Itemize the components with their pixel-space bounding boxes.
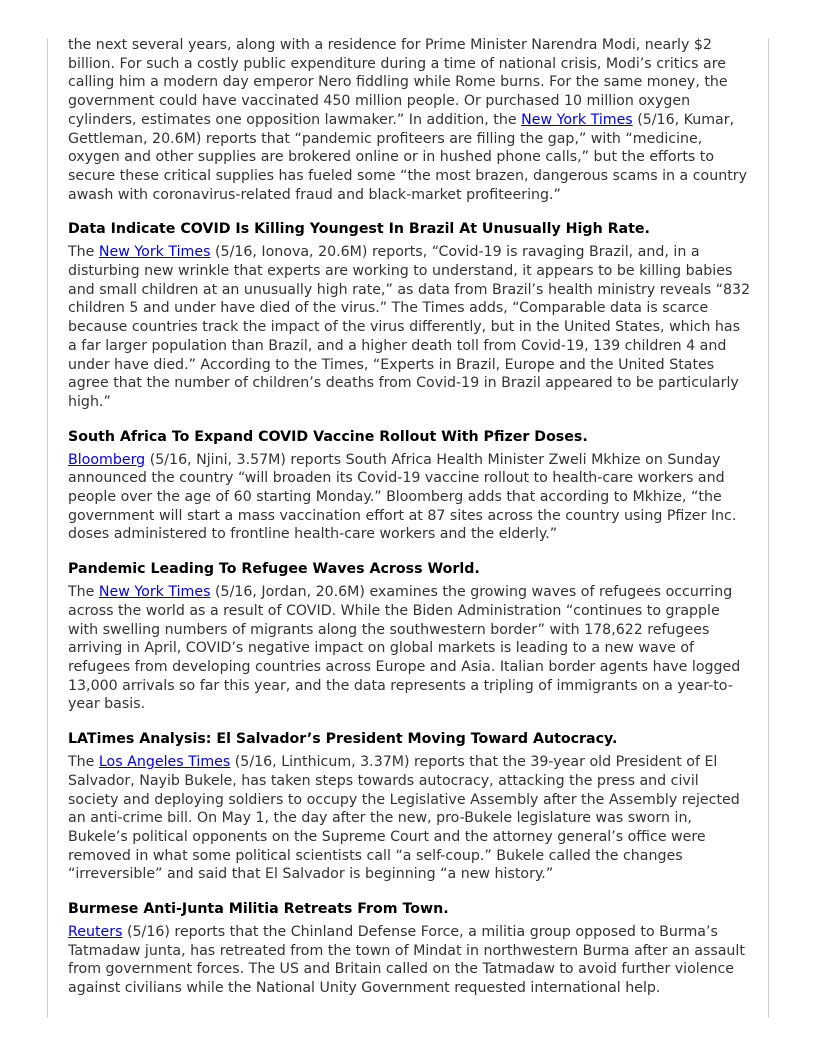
article-text: (5/16, Jordan, 20.6M) examines the growing waves of refugees occurring across the world as a result of COVID. While the Biden Administration “continues to grapple with swelling numbers of migrants along the southwestern border” with 178,622 refugees arriving in April, COVID’s negative impact on global markets is leading to a new wave of refugees from developing countries across Europe and Asia. Italian border agents have logged 13,000 arrivals so far this year, and the data represents a tripling of immigrants on a year-to-year basis. <box>68 584 741 713</box>
article-prefix: The <box>68 244 99 261</box>
left-margin-rule <box>47 38 48 1018</box>
article-refugee-waves <box>68 560 752 714</box>
article-body <box>68 753 752 884</box>
article-headline: South Africa To Expand COVID Vaccine Rollout With Pfizer Doses. <box>68 428 588 445</box>
article-text: (5/16, Ionova, 20.6M) reports, “Covid-19 is ravaging Brazil, and, in a disturbing new wrinkle that experts are working to understand, it appears to be killing babies and small children at an unusually high rate,” as data from Brazil’s health ministry reveals “832 children 5 and under have died of the virus.” The Times adds, “Comparable data is scarce because countries track the impact of the virus differently, but in the United States, which has a far larger population than Brazil, and a higher death toll from Covid-19, 139 children 4 and under have died.” According to the Times, “Experts in Brazil, Europe and the United States agree that the number of children’s deaths from Covid-19 in Brazil appeared to be particularly high.” <box>68 244 751 410</box>
article-south-africa-vaccine <box>68 428 752 545</box>
source-link[interactable]: New York Times <box>98 244 211 261</box>
article-text: (5/16) reports that the Chinland Defense Force, a militia group opposed to Burma’s Tatmadaw junta, has retreated from the town of Mindat in northwestern Burma after an assault from government forces. The US and Britain called on the Tatmadaw to avoid further violence against civilians while the National Unity Government requested international help. <box>68 924 745 997</box>
source-link[interactable]: New York Times <box>98 584 211 601</box>
intro-text-before: the next several years, along with a residence for Prime Minister Narendra Modi, nearly $2 billion. For such a costly public expenditure during a time of national crisis, Modi’s critics are calling him a modern day emperor Nero fiddling while Rome burns. For the same money, the government could have vaccinated 450 million people. Or purchased 10 million oxygen cylinders, estimates one opposition lawmaker.” In addition, the <box>68 37 728 128</box>
article-text: (5/16, Linthicum, 3.37M) reports that the 39-year old President of El Salvador, Nayib Bukele, has taken steps towards autocracy, attacking the press and civil society and deploying soldiers to occupy the Legislative Assembly after the Assembly rejected an anti-crime bill. On May 1, the day after the new, pro-Bukele legislature was sworn in, Bukele’s political opponents on the Supreme Court and the attorney general’s office were removed in what some political scientists call “a self-coup.” Bukele called the changes “irreversible” and said that El Salvador is beginning “a new history.” <box>68 754 740 883</box>
article-prefix: The <box>68 584 99 601</box>
article-body <box>68 583 752 714</box>
article-body <box>68 923 752 998</box>
source-link[interactable]: New York Times <box>521 111 633 128</box>
source-link[interactable]: Bloomberg <box>68 451 146 468</box>
article-burma-militia <box>68 900 752 998</box>
article-headline: Burmese Anti-Junta Militia Retreats From Town. <box>68 901 449 918</box>
article-body <box>68 451 752 545</box>
article-prefix: The <box>68 754 99 771</box>
article-headline: Pandemic Leading To Refugee Waves Across World. <box>68 561 480 578</box>
article-el-salvador <box>68 730 752 884</box>
intro-text-after: (5/16, Kumar, Gettleman, 20.6M) reports that “pandemic profiteers are filling the gap,” with “medicine, oxygen and other supplies are brokered online or in hushed phone calls,” but the efforts to secure these critical supplies has fueled some “the most brazen, dangerous scams in a country awash with coronavirus-related fraud and black-market profiteering.” <box>68 111 747 203</box>
right-margin-rule <box>768 38 769 1018</box>
article-brazil-children <box>68 220 752 411</box>
source-link[interactable]: Los Angeles Times <box>98 754 231 771</box>
article-body <box>68 243 752 411</box>
intro-paragraph <box>68 36 752 204</box>
source-link[interactable]: Reuters <box>68 924 123 941</box>
article-headline: Data Indicate COVID Is Killing Youngest In Brazil At Unusually High Rate. <box>68 221 650 238</box>
article-headline: LATimes Analysis: El Salvador’s President Moving Toward Autocracy. <box>68 731 618 748</box>
document-body <box>68 36 752 1014</box>
article-text: (5/16, Njini, 3.57M) reports South Africa Health Minister Zweli Mkhize on Sunday announced the country “will broaden its Covid-19 vaccine rollout to health-care workers and people over the age of 60 starting Monday.” Bloomberg adds that according to Mkhize, “the government will start a mass vaccination effort at 87 sites across the country using Pfizer Inc. doses administered to frontline health-care workers and the elderly.” <box>68 451 737 543</box>
